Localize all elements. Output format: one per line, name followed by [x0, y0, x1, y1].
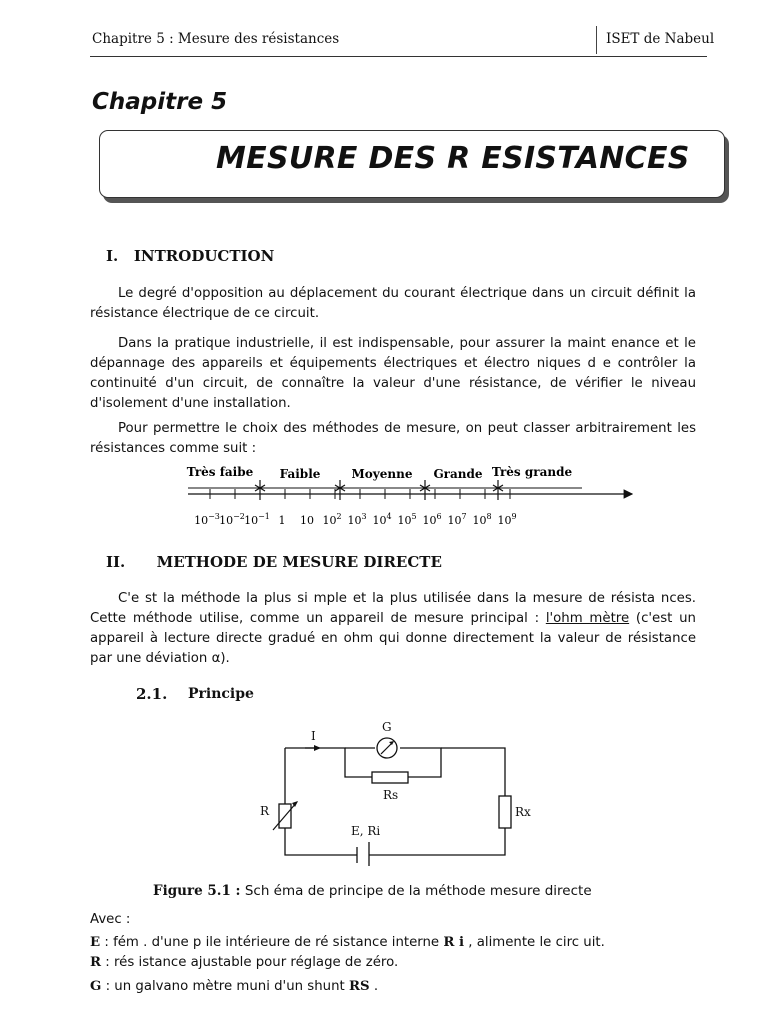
direct-text	[90, 589, 696, 669]
subsection-title: Principe	[188, 686, 254, 702]
avec-label: Avec :	[90, 912, 131, 927]
definition-E	[90, 935, 605, 950]
definition-G	[90, 979, 378, 994]
scale-tick-label: $10^{-3}$	[194, 512, 220, 527]
scale-tick-label: $10^{-2}$	[219, 512, 245, 527]
scale-tick-label: 1	[278, 514, 286, 527]
definition-tail: .	[369, 979, 379, 994]
definition-text: : fém . d'une p ile intérieure de ré sistance interne	[100, 935, 444, 950]
intro-paragraph: Pour permettre le choix des méthodes de mesure, on peut classer arbitrairement les résistances comme suit :	[90, 421, 696, 456]
unknown-resistor-label: Rx	[515, 805, 531, 819]
galvanometer-label: G	[382, 720, 392, 734]
intro-paragraph: Le degré d'opposition au déplacement du courant électrique dans un circuit définit la résistance électrique de ce circuit.	[90, 286, 696, 321]
scale-tick-label: $10^5$	[397, 512, 417, 527]
scale-tick-label: $10^3$	[347, 512, 367, 527]
direct-text-part: C'e st la méthode la plus si mple et la plus utilisée dans la mesure de résista nces. Cette méthode utilise, comme un appareil de mesure principal :	[90, 591, 696, 626]
scale-ticks	[194, 489, 516, 527]
scale-tick-label: $10^{-1}$	[244, 512, 270, 527]
header-institution: ISET de Nabeul	[606, 31, 715, 47]
resistor-label: R	[260, 804, 270, 818]
category-label: Très faibe	[186, 465, 254, 479]
scale-tick-label: $10^7$	[447, 512, 467, 527]
header-separator	[596, 26, 597, 54]
definition-key: E	[90, 935, 101, 950]
category-label: Moyenne	[351, 467, 413, 481]
figure-label: Figure 5.1 :	[153, 883, 241, 899]
definition-text: : un galvano mètre muni d'un shunt	[101, 979, 349, 994]
header-chapter-label: Chapitre 5 : Mesure des résistances	[92, 31, 340, 47]
ohmmeter-term: l'ohm mètre	[545, 611, 630, 626]
definition-key: G	[90, 979, 102, 994]
header-rule	[90, 56, 707, 57]
definition-text: : rés istance ajustable pour réglage de zéro.	[101, 955, 399, 970]
category-label: Très grande	[491, 465, 573, 479]
scale-tick-label: $10^6$	[422, 512, 442, 527]
category-label: Faible	[279, 467, 321, 481]
page-title: MESURE DES R ESISTANCES	[216, 141, 690, 176]
section-heading-intro: I. INTRODUCTION	[106, 247, 275, 265]
category-boundaries	[255, 480, 503, 500]
definition-key: R	[90, 955, 102, 970]
scale-tick-label: $10^2$	[322, 512, 342, 527]
subsection-number: 2.1.	[136, 685, 168, 703]
shunt-resistor-icon	[372, 772, 408, 783]
shunt-label: Rs	[383, 788, 399, 802]
definition-R	[90, 955, 398, 970]
section-heading-direct: II. METHODE DE MESURE DIRECTE	[106, 553, 442, 571]
definition-symbol: R i	[443, 935, 465, 950]
current-label: I	[311, 729, 316, 743]
definition-symbol: RS	[348, 979, 370, 994]
circuit-diagram	[255, 716, 535, 866]
definition-tail: , alimente le circ uit.	[464, 935, 605, 950]
direct-text-part: (c'est un appareil à lecture directe gradué en ohm qui donne directement la valeur de résistance par une déviation α).	[90, 611, 696, 666]
chapter-label: Chapitre 5	[92, 89, 228, 115]
figure-caption	[153, 883, 592, 899]
intro-text	[90, 284, 696, 459]
figure-caption-text: Sch éma de principe de la méthode mesure directe	[240, 883, 592, 899]
source-label: E, Ri	[351, 824, 381, 838]
resistance-scale-figure	[180, 460, 640, 532]
intro-paragraph: Dans la pratique industrielle, il est indispensable, pour assurer la maint enance et le dépannage des appareils et équipements électriques et électro niques d e contrôler la continuité d'un circuit, de connaître la valeur d'une résistance, de vérifier le niveau d'isolement d'une installation.	[90, 336, 696, 411]
scale-tick-label: $10^8$	[472, 512, 492, 527]
scale-tick-label: 10	[300, 514, 314, 527]
unknown-resistor-icon	[499, 796, 511, 828]
scale-tick-label: $10^4$	[372, 512, 392, 527]
category-label: Grande	[433, 467, 483, 481]
scale-tick-label: $10^9$	[497, 512, 517, 527]
